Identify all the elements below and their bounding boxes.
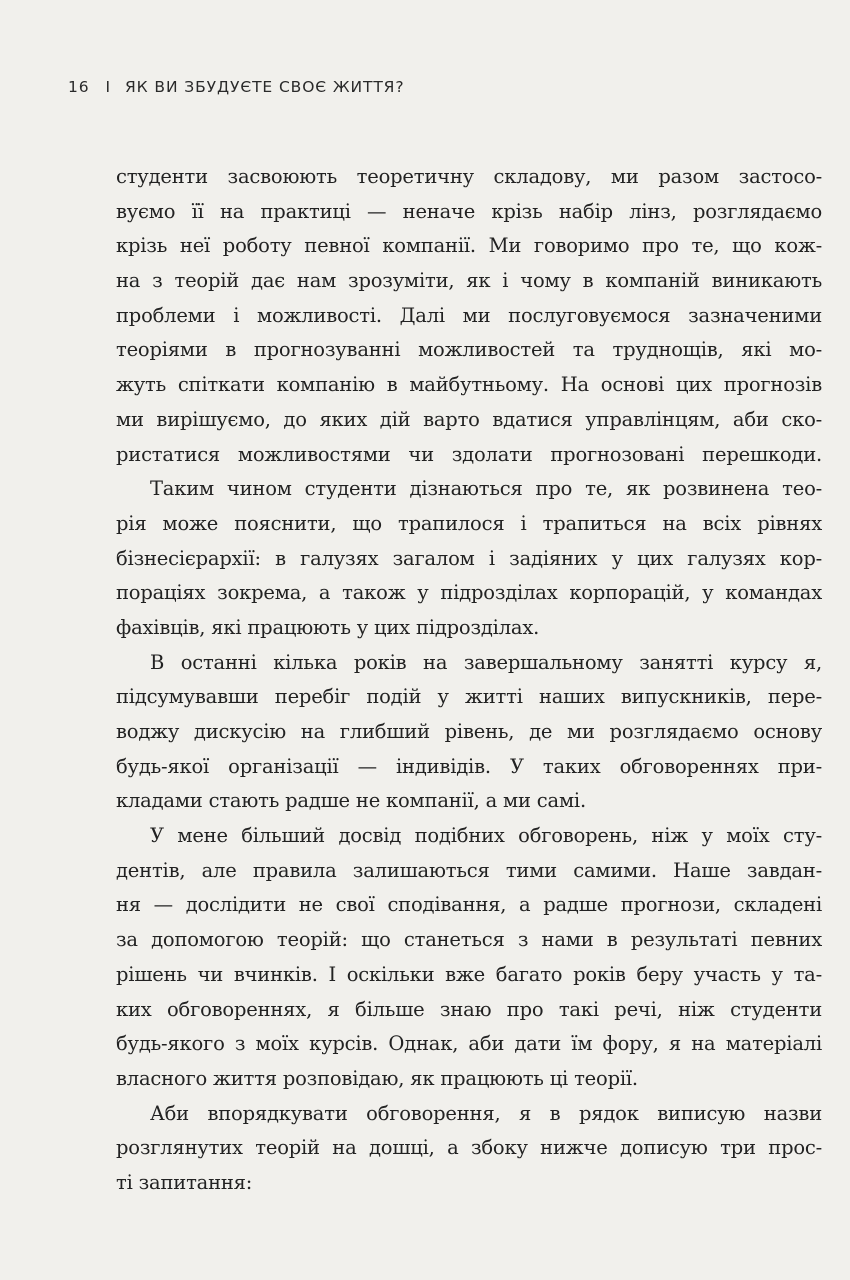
text-line: ких обговореннях, я більше знаю про такі речі, ніж студенти — [116, 997, 822, 1021]
text-line: ті запитання: — [116, 1170, 253, 1194]
text-line: ми вирішуємо, до яких дій варто вдатися управлінцям, аби ско- — [116, 407, 822, 431]
text-line: теоріями в прогнозуванні можливостей та труднощів, які мо- — [116, 338, 822, 362]
text-line: дентів, але правила залишаються тими самими. Наше завдан- — [116, 858, 822, 882]
text-line: за допомогою теорій: що станеться з нами в результаті певних — [116, 928, 822, 952]
text-line: проблеми і можливості. Далі ми послуговуємося зазначеними — [116, 303, 822, 327]
body-text — [116, 160, 822, 1201]
text-line: пораціях зокрема, а також у підрозділах корпорацій, у командах — [116, 581, 822, 605]
text-line: кладами стають радше не компанії, а ми самі. — [116, 789, 586, 813]
header-separator: I — [105, 78, 112, 96]
text-line: ристатися можливостями чи здолати прогнозовані перешкоди. — [116, 442, 822, 466]
chapter-title: ЯК ВИ ЗБУДУЄТЕ СВОЄ ЖИТТЯ? — [125, 78, 405, 96]
text-line: будь-якого з моїх курсів. Однак, аби дати їм фору, я на матеріалі — [116, 1032, 822, 1056]
text-line: рія може пояснити, що трапилося і трапиться на всіх рівнях — [116, 511, 822, 535]
text-line: вуємо її на практиці — неначе крізь набір лінз, розглядаємо — [116, 199, 822, 223]
text-line: власного життя розповідаю, як працюють ці теорії. — [116, 1066, 638, 1090]
page-number: 16 — [68, 78, 90, 96]
text-line: ня — дослідити не свої сподівання, а радше прогнози, складені — [116, 893, 822, 917]
text-line: У мене більший досвід подібних обговорень, ніж у моїх сту- — [150, 824, 822, 848]
text-line: крізь неї роботу певної компанії. Ми говоримо про те, що кож- — [116, 234, 822, 258]
running-header — [68, 78, 404, 96]
text-line: Аби впорядкувати обговорення, я в рядок виписую назви — [150, 1101, 822, 1125]
text-line: рішень чи вчинків. І оскільки вже багато років беру участь у та- — [116, 962, 822, 986]
text-line: студенти засвоюють теоретичну складову, ми разом застосо- — [116, 165, 822, 188]
text-line: бізнесієрархії: в галузях загалом і задіяних у цих галузях кор- — [116, 546, 822, 570]
text-line: В останні кілька років на завершальному занятті курсу я, — [150, 650, 822, 674]
text-line: Таким чином студенти дізнаються про те, як розвинена тео- — [150, 477, 822, 501]
text-line: будь-якої організації — індивідів. У таких обговореннях при- — [116, 754, 822, 778]
text-line: підсумувавши перебіг подій у житті наших випускників, пере- — [116, 685, 822, 709]
text-line: воджу дискусію на глибший рівень, де ми розглядаємо основу — [116, 720, 822, 743]
text-line: жуть спіткати компанію в майбутньому. На основі цих прогнозів — [116, 373, 822, 397]
text-line: на з теорій дає нам зрозуміти, як і чому в компаній виникають — [116, 269, 822, 293]
text-line: розглянутих теорій на дошці, а збоку нижче дописую три прос- — [116, 1136, 822, 1160]
text-line: фахівців, які працюють у цих підрозділах. — [116, 615, 540, 639]
